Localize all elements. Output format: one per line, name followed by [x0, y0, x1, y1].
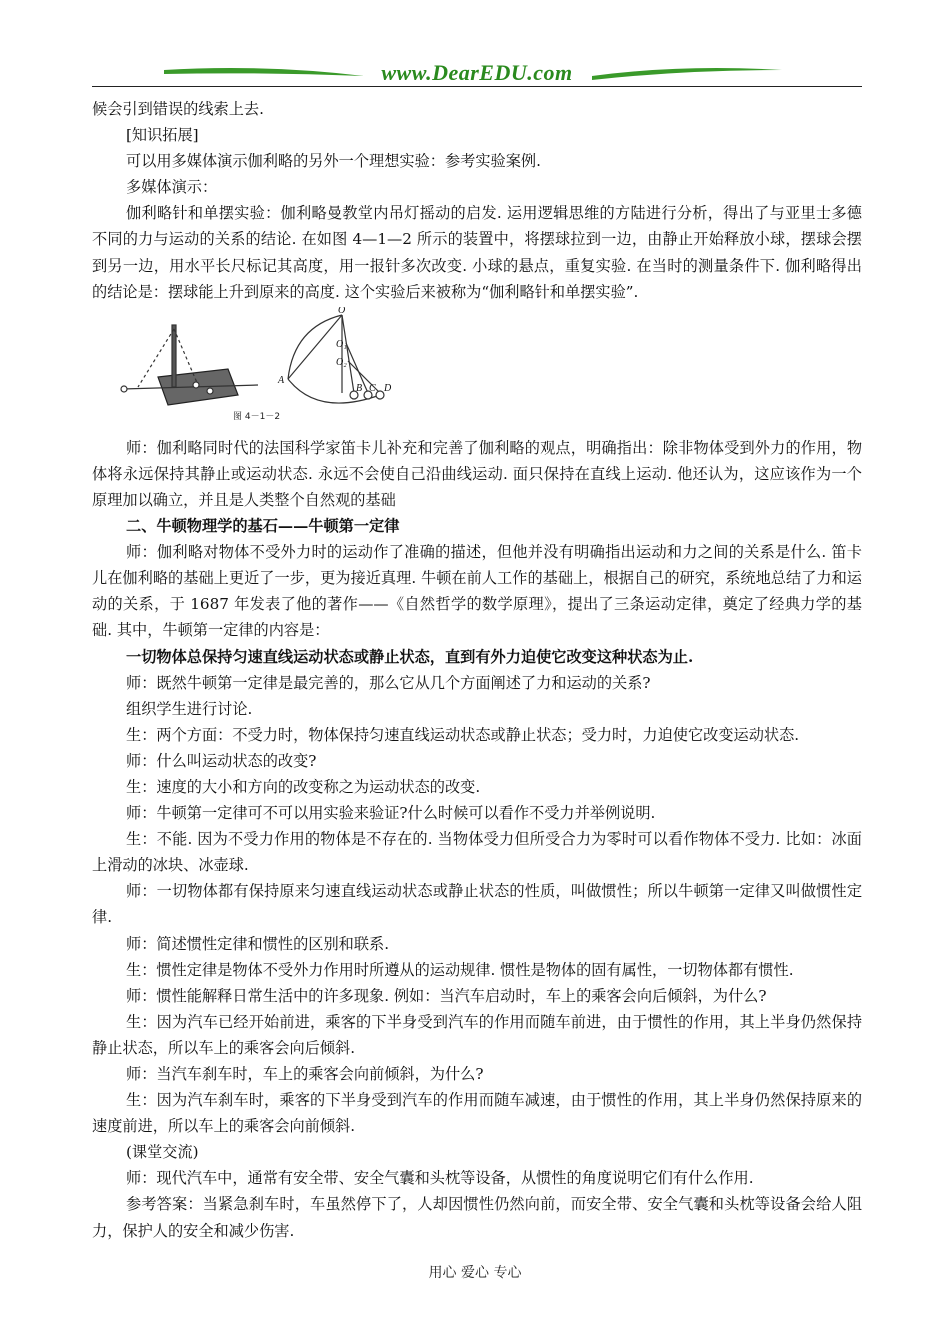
section-tag: [知识拓展] [126, 126, 199, 145]
paragraph: 生：不能. 因为不受力作用的物体是不存在的. 当物体受力但所受合力为零时可以看作物体不受力. 比如：冰面上滑动的冰块、冰壶球. [92, 830, 862, 875]
label-o: O [338, 306, 346, 316]
label-a: A [278, 374, 285, 386]
paragraph: 生：速度的大小和方向的改变称之为运动状态的改变. [126, 777, 481, 796]
pendulum-figure [118, 307, 862, 431]
document-body [92, 96, 862, 1244]
label-o1: O₁ [336, 338, 347, 350]
page-footer: 用心 爱心 专心 [428, 1265, 522, 1281]
paragraph: 多媒体演示： [126, 178, 218, 197]
label-b: B [356, 382, 363, 394]
paragraph: 生：两个方面：不受力时，物体保持匀速直线运动状态或静止状态；受力时，力迫使它改变运动状态. [126, 725, 800, 744]
paragraph: 伽利略针和单摆实验：伽利略曼教堂内吊灯摇动的启发. 运用逻辑思维的方陆进行分析，得出了与亚里士多德不同的力与运动的关系的结论. 在如图 4—1—2 所示的装置中，将摆球拉到一边，由静止开始释放小球，摆球会摆到另一边，用水平长尺标记其高度，用一报针多次改变. 小球的悬点，重复实验. 在当时的测量条件下. 伽利略得出的结论是：摆球能上升到原来的高度. 这个实验后来被称为“伽利略针和单摆实验”. [92, 204, 862, 301]
pendulum-diagram [118, 307, 418, 431]
paragraph: 组织学生进行讨论. [126, 699, 253, 718]
paragraph: 师：牛顿第一定律可不可以用实验来验证?什么时候可以看作不受力并举例说明. [126, 804, 656, 823]
paragraph: 师：既然牛顿第一定律是最完善的，那么它从几个方面阐述了力和运动的关系? [126, 673, 651, 692]
law-statement: 一切物体总保持匀速直线运动状态或静止状态，直到有外力迫使它改变这种状态为止. [126, 647, 694, 666]
paragraph: 师：当汽车刹车时，车上的乘客会向前倾斜，为什么? [126, 1065, 484, 1083]
section-tag: (课堂交流) [126, 1143, 199, 1162]
header-rule [92, 86, 862, 87]
paragraph: 师：简述惯性定律和惯性的区别和联系. [126, 934, 390, 953]
section-heading: 二、牛顿物理学的基石——牛顿第一定律 [126, 517, 400, 536]
site-logo: www.DearEDU.com [381, 60, 573, 85]
paragraph: 师：现代汽车中，通常有安全带、安全气囊和头枕等设备，从惯性的角度说明它们有什么作用. [126, 1169, 754, 1188]
paragraph: 生：惯性定律是物体不受外力作用时所遵从的运动规律. 惯性是物体的固有属性，一切物体都有惯性. [126, 960, 794, 979]
paragraph: 可以用多媒体演示伽利略的另外一个理想实验：参考实验案例. [126, 152, 541, 171]
paragraph: 师：伽利略对物体不受外力时的运动作了准确的描述，但他并没有明确指出运动和力之间的关系是什么. 笛卡儿在伽利略的基础上更近了一步，更为接近真理. 牛顿在前人工作的基础上，根据自己的研究，系统地总结了力和运动的关系，于 1687 年发表了他的著作——《自然哲学的数学原理》，提出了三条运动定律，奠定了经典力学的基础. 其中，牛顿第一定律的内容是： [92, 543, 862, 640]
paragraph: 参考答案：当紧急刹车时，车虽然停下了，人却因惯性仍然向前，而安全带、安全气囊和头枕等设备会给人阻力，保护人的安全和减少伤害. [92, 1195, 862, 1240]
label-d: D [384, 382, 392, 394]
paragraph: 候会引到错误的线索上去. [92, 100, 264, 118]
paragraph: 师：惯性能解释日常生活中的许多现象. 例如：当汽车启动时，车上的乘客会向后倾斜，为什么? [126, 986, 767, 1005]
page-header [92, 58, 862, 90]
paragraph: 师：什么叫运动状态的改变? [126, 751, 317, 770]
figure-caption: 图 4－1－2 [233, 411, 281, 422]
paragraph: 师：一切物体都有保持原来匀速直线运动状态或静止状态的性质，叫做惯性；所以牛顿第一定律又叫做惯性定律. [92, 882, 862, 927]
paragraph: 生：因为汽车已经开始前进，乘客的下半身受到汽车的作用而随车前进，由于惯性的作用，其上半身仍然保持静止状态，所以车上的乘客会向后倾斜. [92, 1012, 862, 1057]
paragraph: 生：因为汽车刹车时，乘客的下半身受到汽车的作用而随车减速，由于惯性的作用，其上半身仍然保持原来的速度前进，所以车上的乘客会向前倾斜. [92, 1091, 862, 1136]
paragraph: 师：伽利略同时代的法国科学家笛卡儿补充和完善了伽利略的观点，明确指出：除非物体受到外力的作用，物体将永远保持其静止或运动状态. 永远不会使自己沿曲线运动. 面只保持在直线上运动. 他还认为，这应该作为一个原理加以确立，并且是人类整个自然观的基础 [92, 438, 862, 509]
label-c: C [369, 382, 376, 394]
label-o2: O₂ [336, 356, 347, 368]
